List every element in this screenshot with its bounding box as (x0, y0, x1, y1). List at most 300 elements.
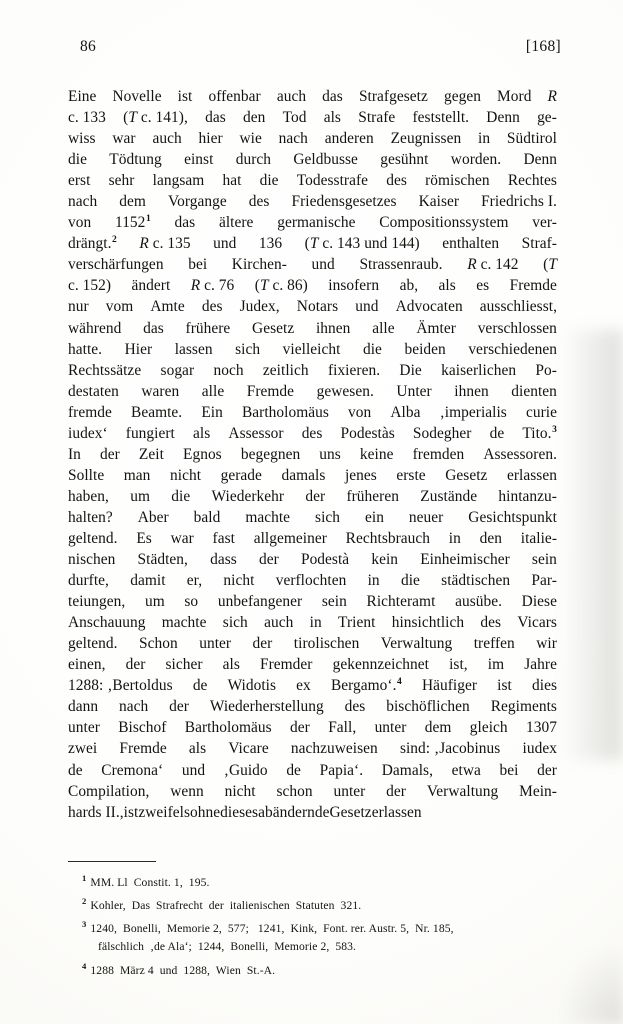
text-run: Papia‘. (319, 761, 364, 779)
text-run: nicht (223, 572, 255, 590)
text-run: Strassenraub. (359, 256, 443, 274)
text-run: dem (119, 193, 146, 211)
text-run: Damals, (381, 761, 433, 779)
text-run: fast (212, 529, 235, 547)
text-run: lassen (174, 340, 213, 358)
text-run: Regiments (490, 698, 557, 716)
text-run: gekennzeichnet (332, 656, 429, 674)
footnote-marker: 3 (82, 919, 87, 930)
text-run: verschiedenen (468, 340, 557, 358)
text-run: Ein (201, 403, 223, 421)
text-run: destaten (68, 382, 119, 400)
text-run: man (123, 466, 151, 484)
text-run: ist (123, 803, 139, 821)
text-run: vom (105, 298, 134, 316)
text-run: de (192, 677, 208, 695)
text-run: anderen (324, 130, 374, 148)
text-run: Ämter (416, 319, 456, 337)
text-run: in (478, 130, 491, 148)
text-run: ‚Guido (223, 761, 268, 779)
text-run: ein (364, 508, 384, 526)
text-run: von (348, 403, 372, 421)
text-line (68, 549, 557, 570)
text-run: Notars (296, 298, 339, 316)
text-line (68, 296, 557, 317)
text-run: fixieren. (327, 361, 381, 379)
footnote-reference-marker[interactable]: 3 (552, 424, 557, 435)
text-run: R c. 76 (190, 277, 235, 295)
text-run: verschlossen (477, 319, 557, 337)
text-run: erlassen (507, 466, 557, 484)
text-run: und (181, 761, 206, 779)
text-run: hatte. (68, 340, 103, 358)
footnote-reference-marker[interactable]: 2 (112, 235, 117, 246)
text-run: früheren (346, 487, 399, 505)
text-run: erste (396, 466, 426, 484)
text-run: dass (210, 551, 237, 569)
text-run: des (248, 193, 270, 211)
text-run: 1288: ‚Bertoldus (68, 677, 173, 695)
text-run: gegen (443, 88, 481, 105)
text-run: Gesetz (329, 803, 372, 821)
text-run: unter (68, 719, 100, 737)
text-run: damit (130, 572, 166, 590)
text-run: de (286, 761, 301, 779)
text-run: Unter (396, 382, 432, 400)
text-run: nur (68, 298, 89, 316)
text-run: verschärfungen (68, 256, 164, 274)
text-run: als (193, 424, 211, 442)
text-line (68, 381, 557, 402)
text-run: wir (536, 635, 557, 653)
text-run: fremden (412, 445, 465, 463)
text-run: der (386, 782, 406, 800)
italic-abbreviation: R (139, 235, 149, 253)
text-line (68, 107, 557, 128)
text-run: Diese (521, 593, 557, 611)
text-run: Denn (523, 151, 557, 169)
text-run: Schon (139, 635, 178, 653)
text-run: 1152$^1$ (115, 214, 151, 232)
text-run: durch (235, 151, 272, 169)
text-run: Häufiger (421, 677, 478, 695)
text-run: sicher (165, 656, 203, 674)
text-run: de (68, 761, 83, 779)
text-run: um (130, 487, 150, 505)
text-run: c. 152) (68, 277, 112, 295)
italic-abbreviation: T (309, 235, 319, 253)
text-line (68, 675, 557, 696)
text-run: R c. 142 (467, 256, 519, 274)
text-run: nachzuweisen (290, 740, 378, 758)
text-run: R c. 135 (139, 235, 191, 253)
text-run: Rechtsbrauch (345, 529, 431, 547)
text-run: dies (532, 677, 557, 695)
footnote-marker: 1 (82, 873, 87, 883)
text-line (68, 318, 557, 339)
text-run: sind: ‚Jacobinus (399, 740, 501, 758)
text-run: die (171, 487, 191, 505)
text-run: Denn (486, 109, 520, 127)
text-run: In (68, 445, 81, 463)
italic-abbreviation: T (128, 109, 137, 127)
text-line (68, 486, 557, 507)
text-run: fungiert (125, 424, 175, 442)
text-run: 1307 (525, 719, 557, 737)
text-run: das (322, 88, 343, 105)
text-line (68, 570, 557, 591)
text-run: 136 (258, 235, 283, 253)
text-run: war (112, 130, 136, 148)
text-run: einen, (68, 656, 106, 674)
text-run: auch (264, 614, 294, 632)
text-run: wenn (170, 782, 204, 800)
text-run: unter (199, 635, 232, 653)
footnote-marker: 2 (82, 896, 87, 907)
text-run: dieses (220, 803, 259, 821)
text-run: das (143, 319, 164, 337)
footnote-item (68, 957, 557, 980)
text-run: halten? (68, 508, 113, 526)
footnote-reference-marker[interactable]: 4 (397, 677, 402, 688)
text-run: hards II., (68, 803, 124, 821)
text-run: die (68, 151, 87, 169)
text-run: Friedrichs I. (481, 193, 557, 211)
text-run: Kirchen- (231, 256, 287, 274)
text-run: gesühnt (380, 151, 429, 169)
text-line (68, 128, 557, 149)
footnote-marker: 4 (82, 960, 87, 971)
text-run: Es (136, 529, 152, 547)
italic-abbreviation: R (547, 88, 557, 105)
text-run: Verwaltung (426, 782, 499, 800)
text-run: um (144, 593, 165, 611)
text-run: worden. (450, 151, 502, 169)
text-line (68, 528, 557, 549)
text-run: Zeit (138, 445, 164, 463)
text-run: bischöflichen (386, 698, 470, 716)
text-run: Hier (124, 340, 153, 358)
text-run: drängt.$^2$ (68, 235, 117, 253)
text-run: es (476, 277, 490, 295)
footnote-text: MM. Ll Constit. 1, 195. (90, 875, 210, 889)
text-run: der (100, 445, 120, 463)
text-run: Vicars (517, 614, 557, 632)
text-run: offenbar (208, 88, 261, 105)
text-run: Sollte (68, 466, 105, 484)
text-run: der (537, 761, 557, 779)
text-run: c. 133 (68, 109, 106, 127)
text-run: zweifelsohne (138, 803, 221, 821)
italic-abbreviation: T (548, 256, 557, 274)
text-run: nicht (224, 782, 256, 800)
text-run: des (344, 698, 366, 716)
footnote-separator-rule (68, 861, 156, 862)
text-run: sehr (108, 172, 135, 190)
text-run: ‚imperialis (439, 403, 507, 421)
text-run: Bartholomäus (241, 403, 329, 421)
text-run: städtischen (441, 572, 511, 590)
text-run: den (243, 109, 266, 127)
footnote-item (68, 892, 557, 915)
text-run: Zustände (420, 487, 478, 505)
footnote-text: 1288 März 4 und 1288, Wien St.-A. (90, 963, 276, 977)
footnote-item (68, 869, 557, 892)
text-run: Fall, (328, 719, 357, 737)
text-run: Straf- (521, 235, 557, 253)
text-run: Fremde (119, 740, 167, 758)
text-run: allgemeiner (253, 529, 327, 547)
text-run: Einheimischer (420, 551, 510, 569)
text-run (548, 86, 557, 107)
text-run: des (201, 298, 223, 316)
text-run: alle (201, 382, 225, 400)
text-run: kaiserlichen (441, 361, 517, 379)
text-run: und (311, 256, 335, 274)
text-run: ältere (218, 214, 254, 232)
text-run: Bischof (118, 719, 167, 737)
text-run: während (68, 319, 122, 337)
text-run: römischen (425, 172, 490, 190)
text-line (68, 465, 557, 486)
text-run: Gesetz (445, 466, 488, 484)
italic-abbreviation: R (467, 256, 477, 274)
page-number-right: [168] (525, 38, 561, 55)
text-run: damals (281, 466, 326, 484)
text-run: insofern (328, 277, 380, 295)
text-run: bei (499, 761, 519, 779)
text-run: wiss (68, 130, 96, 148)
text-run: Podestà (300, 551, 350, 569)
text-run: Tödtung (109, 151, 162, 169)
text-run: nischen (68, 551, 116, 569)
text-line (68, 781, 557, 802)
text-run: beiden (404, 340, 446, 358)
text-run: haben, (68, 487, 109, 505)
text-run: ihnen (315, 319, 351, 337)
text-run: hinsichtlich (391, 614, 465, 632)
text-line (68, 738, 557, 759)
text-run: das (174, 214, 196, 232)
text-run: die (259, 172, 279, 190)
text-run: machte (245, 508, 291, 526)
text-run: Compilation, (68, 782, 150, 800)
text-run: Novelle (112, 88, 162, 105)
text-run: abändernde (258, 803, 330, 821)
text-run: dem (424, 719, 452, 737)
text-run: frühere (185, 319, 231, 337)
text-run: die (362, 340, 382, 358)
text-line (68, 233, 557, 254)
text-run: Tito.$^3$ (522, 424, 557, 442)
text-run: nach (119, 698, 149, 716)
text-run: der (290, 719, 310, 737)
text-run: und (355, 298, 379, 316)
text-line (68, 760, 557, 781)
text-run: Zeugnissen (390, 130, 462, 148)
text-run: hat (222, 172, 242, 190)
text-run: geltend. (68, 635, 118, 653)
text-run: Podestàs (340, 424, 395, 442)
text-line (68, 212, 557, 233)
text-run: italie- (520, 529, 557, 547)
text-run: er, (186, 572, 203, 590)
text-run: Kaiser (418, 193, 460, 211)
text-run: iudex (522, 740, 557, 758)
text-run: sich (315, 508, 341, 526)
text-line (68, 402, 557, 423)
text-run: Mord (497, 88, 532, 105)
text-run: nach (68, 193, 98, 211)
text-run: Bartholomäus (184, 719, 272, 737)
text-run: curie (525, 403, 557, 421)
text-run: erst (68, 172, 91, 190)
text-run: bei (188, 256, 208, 274)
text-run: des (480, 614, 502, 632)
text-run: Rechtssätze (68, 361, 142, 379)
text-run: der (252, 635, 273, 653)
footnote-item (68, 915, 557, 938)
text-run: teiungen, (68, 593, 126, 611)
text-run: Advocaten (395, 298, 463, 316)
text-line (68, 275, 557, 296)
text-run: ex (296, 677, 311, 695)
text-run: gleich (469, 719, 508, 737)
text-run: Judex, (239, 298, 280, 316)
text-run: Rechtes (507, 172, 557, 190)
text-run: verflochten (275, 572, 347, 590)
text-run: neuer (408, 508, 444, 526)
text-run: Vorgange (167, 193, 227, 211)
text-run: in (367, 572, 380, 590)
text-run: gewesen. (316, 382, 374, 400)
text-run: Po- (535, 361, 557, 379)
text-run: der (305, 487, 326, 505)
italic-abbreviation: T (259, 277, 269, 295)
text-run: dienten (511, 382, 557, 400)
text-run: ändert (131, 277, 171, 295)
text-run: sich (222, 614, 248, 632)
text-run: nicht (170, 466, 202, 484)
text-run: geltend. (68, 529, 118, 547)
text-run: dann (68, 698, 99, 716)
text-run: hintanzu- (498, 487, 557, 505)
text-line (68, 591, 557, 612)
text-run: als (438, 277, 456, 295)
text-run: der (258, 551, 279, 569)
text-run: durfte, (68, 572, 109, 590)
text-run: uns (319, 445, 341, 463)
footnote-continuation-line: fälschlich ‚de Ala‘; 1244, Bonelli, Memorie 2, 583. (98, 940, 357, 954)
text-run: enthalten (442, 235, 500, 253)
text-run: Beamte. (131, 403, 183, 421)
text-run: sein (321, 593, 347, 611)
text-run: zeitlich (262, 361, 309, 379)
text-run: in (309, 614, 322, 632)
text-line (68, 633, 557, 654)
text-run: (T c. 143 und 144) (304, 235, 420, 253)
text-run: Friedensgesetzes (291, 193, 397, 211)
text-run: ausübe. (455, 593, 502, 611)
text-run: im (487, 656, 505, 674)
text-run: zwei (68, 740, 98, 758)
text-run: einst (184, 151, 214, 169)
text-run: Strafe (358, 109, 396, 127)
footnote-text: 1240, Bonelli, Memorie 2, 577; 1241, Kink, Font. rer. Austr. 5, Nr. 185, (90, 922, 454, 936)
text-run: unter (333, 782, 366, 800)
running-head (68, 38, 561, 62)
text-run: ver- (532, 214, 557, 232)
text-run: Vicare (228, 740, 269, 758)
text-line (68, 717, 557, 738)
text-run: und (213, 235, 237, 253)
text-run: des (301, 424, 323, 442)
text-run: Städten, (137, 551, 188, 569)
text-run: so (184, 593, 199, 611)
text-run: iudex‘ (68, 424, 108, 442)
text-run: von (68, 214, 92, 232)
text-run: Richteramt (366, 593, 436, 611)
text-run: ausschliesst, (479, 298, 557, 316)
text-run: Trient (338, 614, 376, 632)
text-run: (T (543, 256, 557, 274)
footnote-reference-marker[interactable]: 1 (145, 214, 151, 225)
text-run: war (170, 529, 194, 547)
text-line (68, 170, 557, 191)
text-run: Compositionssystem (379, 214, 509, 232)
text-run: ge- (537, 109, 557, 127)
text-run: Par- (531, 572, 557, 590)
text-line (68, 254, 557, 275)
text-run: vielleicht (282, 340, 341, 358)
text-run: in (448, 529, 461, 547)
text-run: sein (531, 551, 557, 569)
text-run: noch (213, 361, 244, 379)
text-run: Wiederkehr (211, 487, 285, 505)
text-line (68, 149, 557, 170)
text-run: der (169, 698, 189, 716)
text-run: jenes (344, 466, 377, 484)
text-run: Wiederherstellung (209, 698, 324, 716)
text-run: als (323, 109, 341, 127)
body-text (68, 86, 557, 823)
text-run: Jahre (524, 656, 557, 674)
text-run: Widotis (227, 677, 277, 695)
text-run: das (205, 109, 226, 127)
text-run: unbefangener (217, 593, 303, 611)
text-run: tirolischen (293, 635, 360, 653)
text-line (68, 612, 557, 633)
text-run: begegnen (240, 445, 301, 463)
text-run: ist (177, 88, 193, 105)
text-run: Fremder (259, 656, 313, 674)
text-run: (T c. 86) (254, 277, 308, 295)
text-run: auch (152, 130, 182, 148)
text-run: Bergamo‘.$^4$ (330, 677, 402, 695)
text-run: sogar (160, 361, 195, 379)
text-run: waren (141, 382, 180, 400)
text-run: die (400, 572, 420, 590)
text-run: Cremona‘ (101, 761, 164, 779)
text-run: Fremde (246, 382, 295, 400)
text-run: nach (278, 130, 308, 148)
text-run: Verwaltung (380, 635, 453, 653)
text-line (68, 360, 557, 381)
text-run: Mein- (519, 782, 557, 800)
text-line (68, 191, 557, 212)
footnote-block (68, 869, 557, 980)
text-line (68, 86, 557, 107)
